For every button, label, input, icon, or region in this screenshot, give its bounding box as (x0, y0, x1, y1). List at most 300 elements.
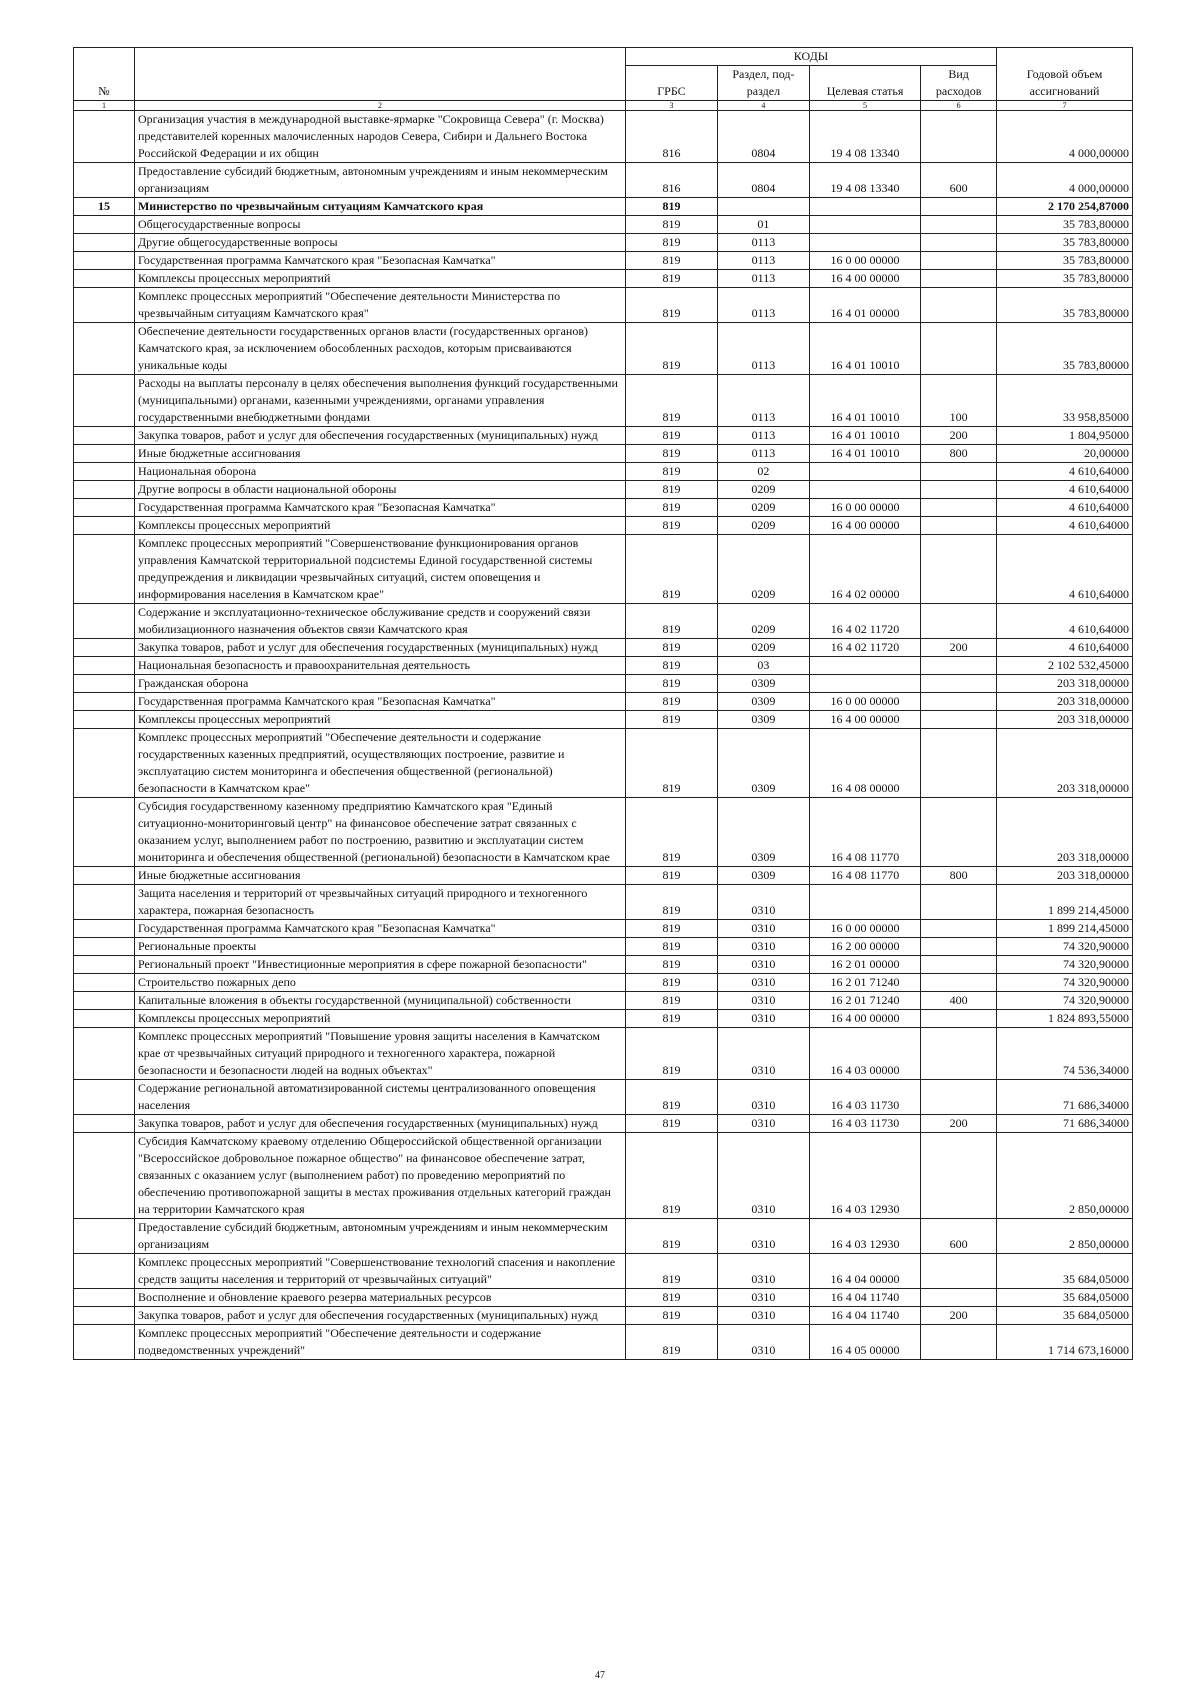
row-name: Предоставление субсидий бюджетным, автономным учреждениям и иным некоммерческим организациям (134, 1219, 625, 1254)
row-kind (921, 604, 997, 639)
row-target: 16 4 04 11740 (809, 1289, 920, 1307)
row-grbs: 819 (625, 956, 717, 974)
table-row (74, 885, 1133, 920)
row-name: Закупка товаров, работ и услуг для обеспечения государственных (муниципальных) нужд (134, 1307, 625, 1325)
column-number: 1 (74, 101, 135, 111)
table-row (74, 427, 1133, 445)
row-number (74, 1010, 135, 1028)
row-name: Восполнение и обновление краевого резерва материальных ресурсов (134, 1289, 625, 1307)
row-kind (921, 535, 997, 604)
row-kind (921, 693, 997, 711)
row-name: Гражданская оборона (134, 675, 625, 693)
table-row (74, 1219, 1133, 1254)
row-grbs: 819 (625, 920, 717, 938)
header-row (74, 48, 1133, 66)
row-name: Другие общегосударственные вопросы (134, 234, 625, 252)
row-number (74, 499, 135, 517)
row-amount: 2 850,00000 (997, 1133, 1133, 1219)
row-target: 16 4 04 11740 (809, 1307, 920, 1325)
table-row (74, 604, 1133, 639)
row-number (74, 252, 135, 270)
row-grbs: 819 (625, 375, 717, 427)
row-section: 0113 (717, 427, 809, 445)
row-amount: 1 804,95000 (997, 427, 1133, 445)
row-section: 0310 (717, 1254, 809, 1289)
row-grbs: 819 (625, 1080, 717, 1115)
row-target (809, 234, 920, 252)
row-amount: 74 320,90000 (997, 974, 1133, 992)
row-number (74, 535, 135, 604)
row-amount: 2 102 532,45000 (997, 657, 1133, 675)
row-amount: 35 684,05000 (997, 1289, 1133, 1307)
row-number (74, 1219, 135, 1254)
row-number (74, 711, 135, 729)
row-number (74, 938, 135, 956)
row-grbs: 819 (625, 198, 717, 216)
row-amount: 1 824 893,55000 (997, 1010, 1133, 1028)
table-row (74, 234, 1133, 252)
row-amount: 35 783,80000 (997, 270, 1133, 288)
row-grbs: 819 (625, 693, 717, 711)
row-target: 16 4 03 11730 (809, 1115, 920, 1133)
table-row (74, 938, 1133, 956)
row-grbs: 819 (625, 499, 717, 517)
row-name: Содержание региональной автоматизированной системы централизованного оповещения населения (134, 1080, 625, 1115)
row-grbs: 819 (625, 1028, 717, 1080)
row-kind (921, 657, 997, 675)
row-number (74, 693, 135, 711)
row-number (74, 288, 135, 323)
row-amount: 74 536,34000 (997, 1028, 1133, 1080)
row-kind (921, 938, 997, 956)
table-row (74, 535, 1133, 604)
row-kind: 600 (921, 1219, 997, 1254)
row-number (74, 216, 135, 234)
row-name: Государственная программа Камчатского края "Безопасная Камчатка" (134, 920, 625, 938)
row-target: 16 0 00 00000 (809, 252, 920, 270)
row-amount: 203 318,00000 (997, 798, 1133, 867)
row-name: Государственная программа Камчатского края "Безопасная Камчатка" (134, 252, 625, 270)
row-section: 0310 (717, 938, 809, 956)
row-kind: 800 (921, 445, 997, 463)
budget-table (73, 47, 1133, 1360)
row-name: Субсидия Камчатскому краевому отделению Общероссийской общественной организации "Всероссийское добровольное пожарное общество" на финансовое обеспечение затрат, связанных с оказанием услуг (выполнением работ) по проведению мероприятий по обеспечению противопожарной защиты в местах проживания отдельных категорий граждан на территории Камчатского края (134, 1133, 625, 1219)
row-number (74, 323, 135, 375)
table-row (74, 1028, 1133, 1080)
row-section: 0209 (717, 499, 809, 517)
row-grbs: 819 (625, 1133, 717, 1219)
row-kind (921, 1289, 997, 1307)
row-kind: 400 (921, 992, 997, 1010)
row-section: 0310 (717, 885, 809, 920)
row-grbs: 819 (625, 1219, 717, 1254)
row-number (74, 1307, 135, 1325)
row-section: 0113 (717, 234, 809, 252)
row-grbs: 819 (625, 885, 717, 920)
row-name: Комплексы процессных мероприятий (134, 1010, 625, 1028)
row-amount: 35 783,80000 (997, 323, 1133, 375)
row-target (809, 657, 920, 675)
row-target: 16 2 01 71240 (809, 974, 920, 992)
table-row (74, 216, 1133, 234)
row-grbs: 819 (625, 270, 717, 288)
row-name: Общегосударственные вопросы (134, 216, 625, 234)
row-number (74, 163, 135, 198)
row-section: 0310 (717, 1307, 809, 1325)
row-section: 0310 (717, 992, 809, 1010)
row-target: 16 4 01 10010 (809, 445, 920, 463)
header-annual: Годовой объем ассигнований (997, 48, 1133, 101)
row-amount: 35 783,80000 (997, 252, 1133, 270)
row-kind (921, 920, 997, 938)
row-name: Строительство пожарных депо (134, 974, 625, 992)
column-number: 7 (997, 101, 1133, 111)
row-grbs: 819 (625, 729, 717, 798)
header-target: Целевая статья (809, 66, 920, 101)
table-row (74, 111, 1133, 163)
row-kind (921, 798, 997, 867)
row-number: 15 (74, 198, 135, 216)
row-target: 16 4 00 00000 (809, 270, 920, 288)
row-amount: 35 783,80000 (997, 234, 1133, 252)
row-name: Иные бюджетные ассигнования (134, 867, 625, 885)
page-number: 47 (595, 1670, 605, 1681)
row-number (74, 639, 135, 657)
row-target: 16 4 01 10010 (809, 375, 920, 427)
row-kind (921, 1133, 997, 1219)
row-target (809, 885, 920, 920)
row-kind (921, 463, 997, 481)
row-section: 0113 (717, 270, 809, 288)
table-row (74, 1307, 1133, 1325)
row-number (74, 657, 135, 675)
row-target: 16 4 00 00000 (809, 517, 920, 535)
row-target: 16 0 00 00000 (809, 920, 920, 938)
row-grbs: 819 (625, 463, 717, 481)
table-row (74, 481, 1133, 499)
row-section (717, 198, 809, 216)
row-kind (921, 216, 997, 234)
table-row (74, 729, 1133, 798)
row-grbs: 819 (625, 252, 717, 270)
column-number: 5 (809, 101, 920, 111)
row-kind (921, 1325, 997, 1360)
row-grbs: 819 (625, 675, 717, 693)
row-number (74, 234, 135, 252)
row-number (74, 604, 135, 639)
row-target (809, 216, 920, 234)
row-name: Комплекс процессных мероприятий "Совершенствование функционирования органов управления Камчатской территориальной подсистемы Единой государственной системы предупреждения и ликвидации чрезвычайных ситуаций, систем оповещения и информирования населения в Камчатском крае" (134, 535, 625, 604)
row-kind (921, 1080, 997, 1115)
row-section: 0209 (717, 639, 809, 657)
row-amount: 203 318,00000 (997, 729, 1133, 798)
row-target: 16 4 03 12930 (809, 1133, 920, 1219)
row-kind (921, 956, 997, 974)
row-grbs: 819 (625, 535, 717, 604)
row-grbs: 819 (625, 445, 717, 463)
row-grbs: 819 (625, 867, 717, 885)
row-target: 16 4 04 00000 (809, 1254, 920, 1289)
row-kind (921, 1028, 997, 1080)
row-target (809, 675, 920, 693)
row-kind: 200 (921, 427, 997, 445)
row-number (74, 481, 135, 499)
row-target: 16 4 01 00000 (809, 288, 920, 323)
row-name: Комплекс процессных мероприятий "Обеспечение деятельности и содержание подведомственных учреждений" (134, 1325, 625, 1360)
table-row (74, 693, 1133, 711)
row-name: Региональный проект "Инвестиционные мероприятия в сфере пожарной безопасности" (134, 956, 625, 974)
row-target: 16 4 02 11720 (809, 604, 920, 639)
row-grbs: 819 (625, 288, 717, 323)
table-row (74, 445, 1133, 463)
budget-sheet (73, 47, 1133, 1360)
row-grbs: 819 (625, 1325, 717, 1360)
row-section: 0113 (717, 288, 809, 323)
row-name: Государственная программа Камчатского края "Безопасная Камчатка" (134, 693, 625, 711)
row-grbs: 819 (625, 974, 717, 992)
row-grbs: 819 (625, 216, 717, 234)
row-kind: 200 (921, 1115, 997, 1133)
row-amount: 4 610,64000 (997, 517, 1133, 535)
row-kind (921, 323, 997, 375)
row-name: Комплексы процессных мероприятий (134, 517, 625, 535)
row-grbs: 819 (625, 1010, 717, 1028)
row-amount: 4 610,64000 (997, 463, 1133, 481)
table-row (74, 1325, 1133, 1360)
row-amount: 2 170 254,87000 (997, 198, 1133, 216)
row-target (809, 463, 920, 481)
table-row (74, 974, 1133, 992)
row-section: 0310 (717, 1325, 809, 1360)
row-number (74, 1325, 135, 1360)
row-kind (921, 198, 997, 216)
row-name: Комплекс процессных мероприятий "Совершенствование технологий спасения и накопление средств защиты населения и территорий от чрезвычайных ситуаций" (134, 1254, 625, 1289)
row-amount: 4 000,00000 (997, 163, 1133, 198)
table-row (74, 657, 1133, 675)
row-target: 16 4 03 12930 (809, 1219, 920, 1254)
row-amount: 74 320,90000 (997, 992, 1133, 1010)
row-target: 16 4 02 00000 (809, 535, 920, 604)
row-section: 0310 (717, 956, 809, 974)
table-row (74, 992, 1133, 1010)
row-name: Иные бюджетные ассигнования (134, 445, 625, 463)
row-kind (921, 517, 997, 535)
row-amount: 4 610,64000 (997, 535, 1133, 604)
row-kind (921, 252, 997, 270)
table-row (74, 517, 1133, 535)
row-grbs: 819 (625, 234, 717, 252)
table-row (74, 163, 1133, 198)
row-section: 0309 (717, 693, 809, 711)
table-row (74, 270, 1133, 288)
row-number (74, 375, 135, 427)
row-target: 16 0 00 00000 (809, 693, 920, 711)
row-kind (921, 288, 997, 323)
row-number (74, 517, 135, 535)
row-target: 16 4 02 11720 (809, 639, 920, 657)
row-kind: 600 (921, 163, 997, 198)
row-name: Комплексы процессных мероприятий (134, 711, 625, 729)
row-number (74, 1289, 135, 1307)
row-name: Предоставление субсидий бюджетным, автономным учреждениям и иным некоммерческим организациям (134, 163, 625, 198)
row-target: 16 4 03 11730 (809, 1080, 920, 1115)
row-amount: 35 783,80000 (997, 288, 1133, 323)
row-section: 0209 (717, 535, 809, 604)
table-row (74, 252, 1133, 270)
row-name: Комплекс процессных мероприятий "Повышение уровня защиты населения в Камчатском крае от чрезвычайных ситуаций природного и техногенного характера, пожарной безопасности и безопасности людей на водных объектах" (134, 1028, 625, 1080)
row-grbs: 819 (625, 323, 717, 375)
row-number (74, 1080, 135, 1115)
row-amount: 4 610,64000 (997, 499, 1133, 517)
header-section: Раздел, под-раздел (717, 66, 809, 101)
row-name: Комплекс процессных мероприятий "Обеспечение деятельности и содержание государственных казенных предприятий, осуществляющих построение, развитие и эксплуатацию систем мониторинга и обеспечения общественной (региональной) безопасности в Камчатском крае" (134, 729, 625, 798)
row-target (809, 198, 920, 216)
row-number (74, 920, 135, 938)
row-name: Закупка товаров, работ и услуг для обеспечения государственных (муниципальных) нужд (134, 639, 625, 657)
row-amount: 35 684,05000 (997, 1307, 1133, 1325)
row-number (74, 956, 135, 974)
row-target: 19 4 08 13340 (809, 163, 920, 198)
row-name: Организация участия в международной выставке-ярмарке "Сокровища Севера" (г. Москва) представителей коренных малочисленных народов Севера, Сибири и Дальнего Востока Российской Федерации и их общин (134, 111, 625, 163)
row-target: 16 4 08 00000 (809, 729, 920, 798)
row-section: 0804 (717, 163, 809, 198)
table-row (74, 798, 1133, 867)
row-name: Министерство по чрезвычайным ситуациям Камчатского края (134, 198, 625, 216)
table-row (74, 1115, 1133, 1133)
row-section: 01 (717, 216, 809, 234)
row-section: 0209 (717, 604, 809, 639)
row-target: 16 4 00 00000 (809, 1010, 920, 1028)
row-amount: 203 318,00000 (997, 693, 1133, 711)
row-target: 16 2 00 00000 (809, 938, 920, 956)
row-name: Расходы на выплаты персоналу в целях обеспечения выполнения функций государственными (муниципальными) органами, казенными учреждениями, органами управления государственными внебюджетными фондами (134, 375, 625, 427)
table-row (74, 1133, 1133, 1219)
row-number (74, 1254, 135, 1289)
row-target: 16 4 01 10010 (809, 427, 920, 445)
row-number (74, 675, 135, 693)
row-kind: 200 (921, 1307, 997, 1325)
row-kind: 800 (921, 867, 997, 885)
row-name: Закупка товаров, работ и услуг для обеспечения государственных (муниципальных) нужд (134, 427, 625, 445)
row-section: 0310 (717, 1115, 809, 1133)
row-target: 16 2 01 71240 (809, 992, 920, 1010)
row-kind (921, 499, 997, 517)
row-amount: 1 899 214,45000 (997, 920, 1133, 938)
column-number: 6 (921, 101, 997, 111)
row-amount: 74 320,90000 (997, 956, 1133, 974)
row-amount: 2 850,00000 (997, 1219, 1133, 1254)
table-row (74, 867, 1133, 885)
row-grbs: 819 (625, 1289, 717, 1307)
table-row (74, 639, 1133, 657)
row-section: 0309 (717, 711, 809, 729)
row-name: Закупка товаров, работ и услуг для обеспечения государственных (муниципальных) нужд (134, 1115, 625, 1133)
table-row (74, 375, 1133, 427)
row-grbs: 816 (625, 163, 717, 198)
row-amount: 74 320,90000 (997, 938, 1133, 956)
row-kind (921, 974, 997, 992)
row-amount: 20,00000 (997, 445, 1133, 463)
row-kind (921, 270, 997, 288)
row-section: 0310 (717, 1289, 809, 1307)
row-grbs: 819 (625, 517, 717, 535)
row-section: 0309 (717, 798, 809, 867)
row-amount: 4 610,64000 (997, 481, 1133, 499)
row-target: 16 4 05 00000 (809, 1325, 920, 1360)
row-grbs: 819 (625, 798, 717, 867)
row-section: 0309 (717, 675, 809, 693)
row-section: 0804 (717, 111, 809, 163)
row-section: 0113 (717, 445, 809, 463)
row-amount: 203 318,00000 (997, 675, 1133, 693)
column-number-row (74, 101, 1133, 111)
row-number (74, 729, 135, 798)
row-name: Национальная оборона (134, 463, 625, 481)
row-name: Капитальные вложения в объекты государственной (муниципальной) собственности (134, 992, 625, 1010)
row-amount: 35 684,05000 (997, 1254, 1133, 1289)
row-amount: 4 000,00000 (997, 111, 1133, 163)
row-number (74, 463, 135, 481)
row-kind (921, 729, 997, 798)
row-name: Региональные проекты (134, 938, 625, 956)
row-section: 0113 (717, 375, 809, 427)
row-target: 16 0 00 00000 (809, 499, 920, 517)
table-row (74, 1289, 1133, 1307)
row-name: Содержание и эксплуатационно-техническое обслуживание средств и сооружений связи мобилизационного назначения объектов связи Камчатского края (134, 604, 625, 639)
row-target (809, 481, 920, 499)
row-section: 0309 (717, 867, 809, 885)
row-section: 0113 (717, 323, 809, 375)
row-target: 16 2 01 00000 (809, 956, 920, 974)
row-kind: 200 (921, 639, 997, 657)
row-grbs: 819 (625, 427, 717, 445)
row-number (74, 270, 135, 288)
row-grbs: 816 (625, 111, 717, 163)
table-row (74, 956, 1133, 974)
table-row (74, 198, 1133, 216)
row-grbs: 819 (625, 1254, 717, 1289)
column-number: 4 (717, 101, 809, 111)
row-grbs: 819 (625, 992, 717, 1010)
row-section: 0310 (717, 1010, 809, 1028)
column-number: 2 (134, 101, 625, 111)
row-number (74, 798, 135, 867)
row-kind (921, 885, 997, 920)
row-name: Защита населения и территорий от чрезвычайных ситуаций природного и техногенного характера, пожарная безопасность (134, 885, 625, 920)
row-amount: 1 899 214,45000 (997, 885, 1133, 920)
row-section: 0310 (717, 1133, 809, 1219)
row-number (74, 445, 135, 463)
row-amount: 203 318,00000 (997, 867, 1133, 885)
table-row (74, 323, 1133, 375)
row-amount: 71 686,34000 (997, 1115, 1133, 1133)
header-grbs: ГРБС (625, 66, 717, 101)
row-name: Комплексы процессных мероприятий (134, 270, 625, 288)
row-kind (921, 1010, 997, 1028)
row-grbs: 819 (625, 938, 717, 956)
table-row (74, 288, 1133, 323)
row-target: 16 4 00 00000 (809, 711, 920, 729)
row-name: Субсидия государственному казенному предприятию Камчатского края "Единый ситуационно-мониторинговый центр" на финансовое обеспечение затрат связанных с оказанием услуг, выполнением работ по построению, развитию и эксплуатации систем мониторинга и обеспечения общественной (региональной) безопасности в Камчатском крае (134, 798, 625, 867)
row-amount: 1 714 673,16000 (997, 1325, 1133, 1360)
table-row (74, 920, 1133, 938)
row-kind (921, 481, 997, 499)
row-section: 02 (717, 463, 809, 481)
row-grbs: 819 (625, 639, 717, 657)
row-section: 0310 (717, 920, 809, 938)
row-grbs: 819 (625, 481, 717, 499)
row-number (74, 974, 135, 992)
